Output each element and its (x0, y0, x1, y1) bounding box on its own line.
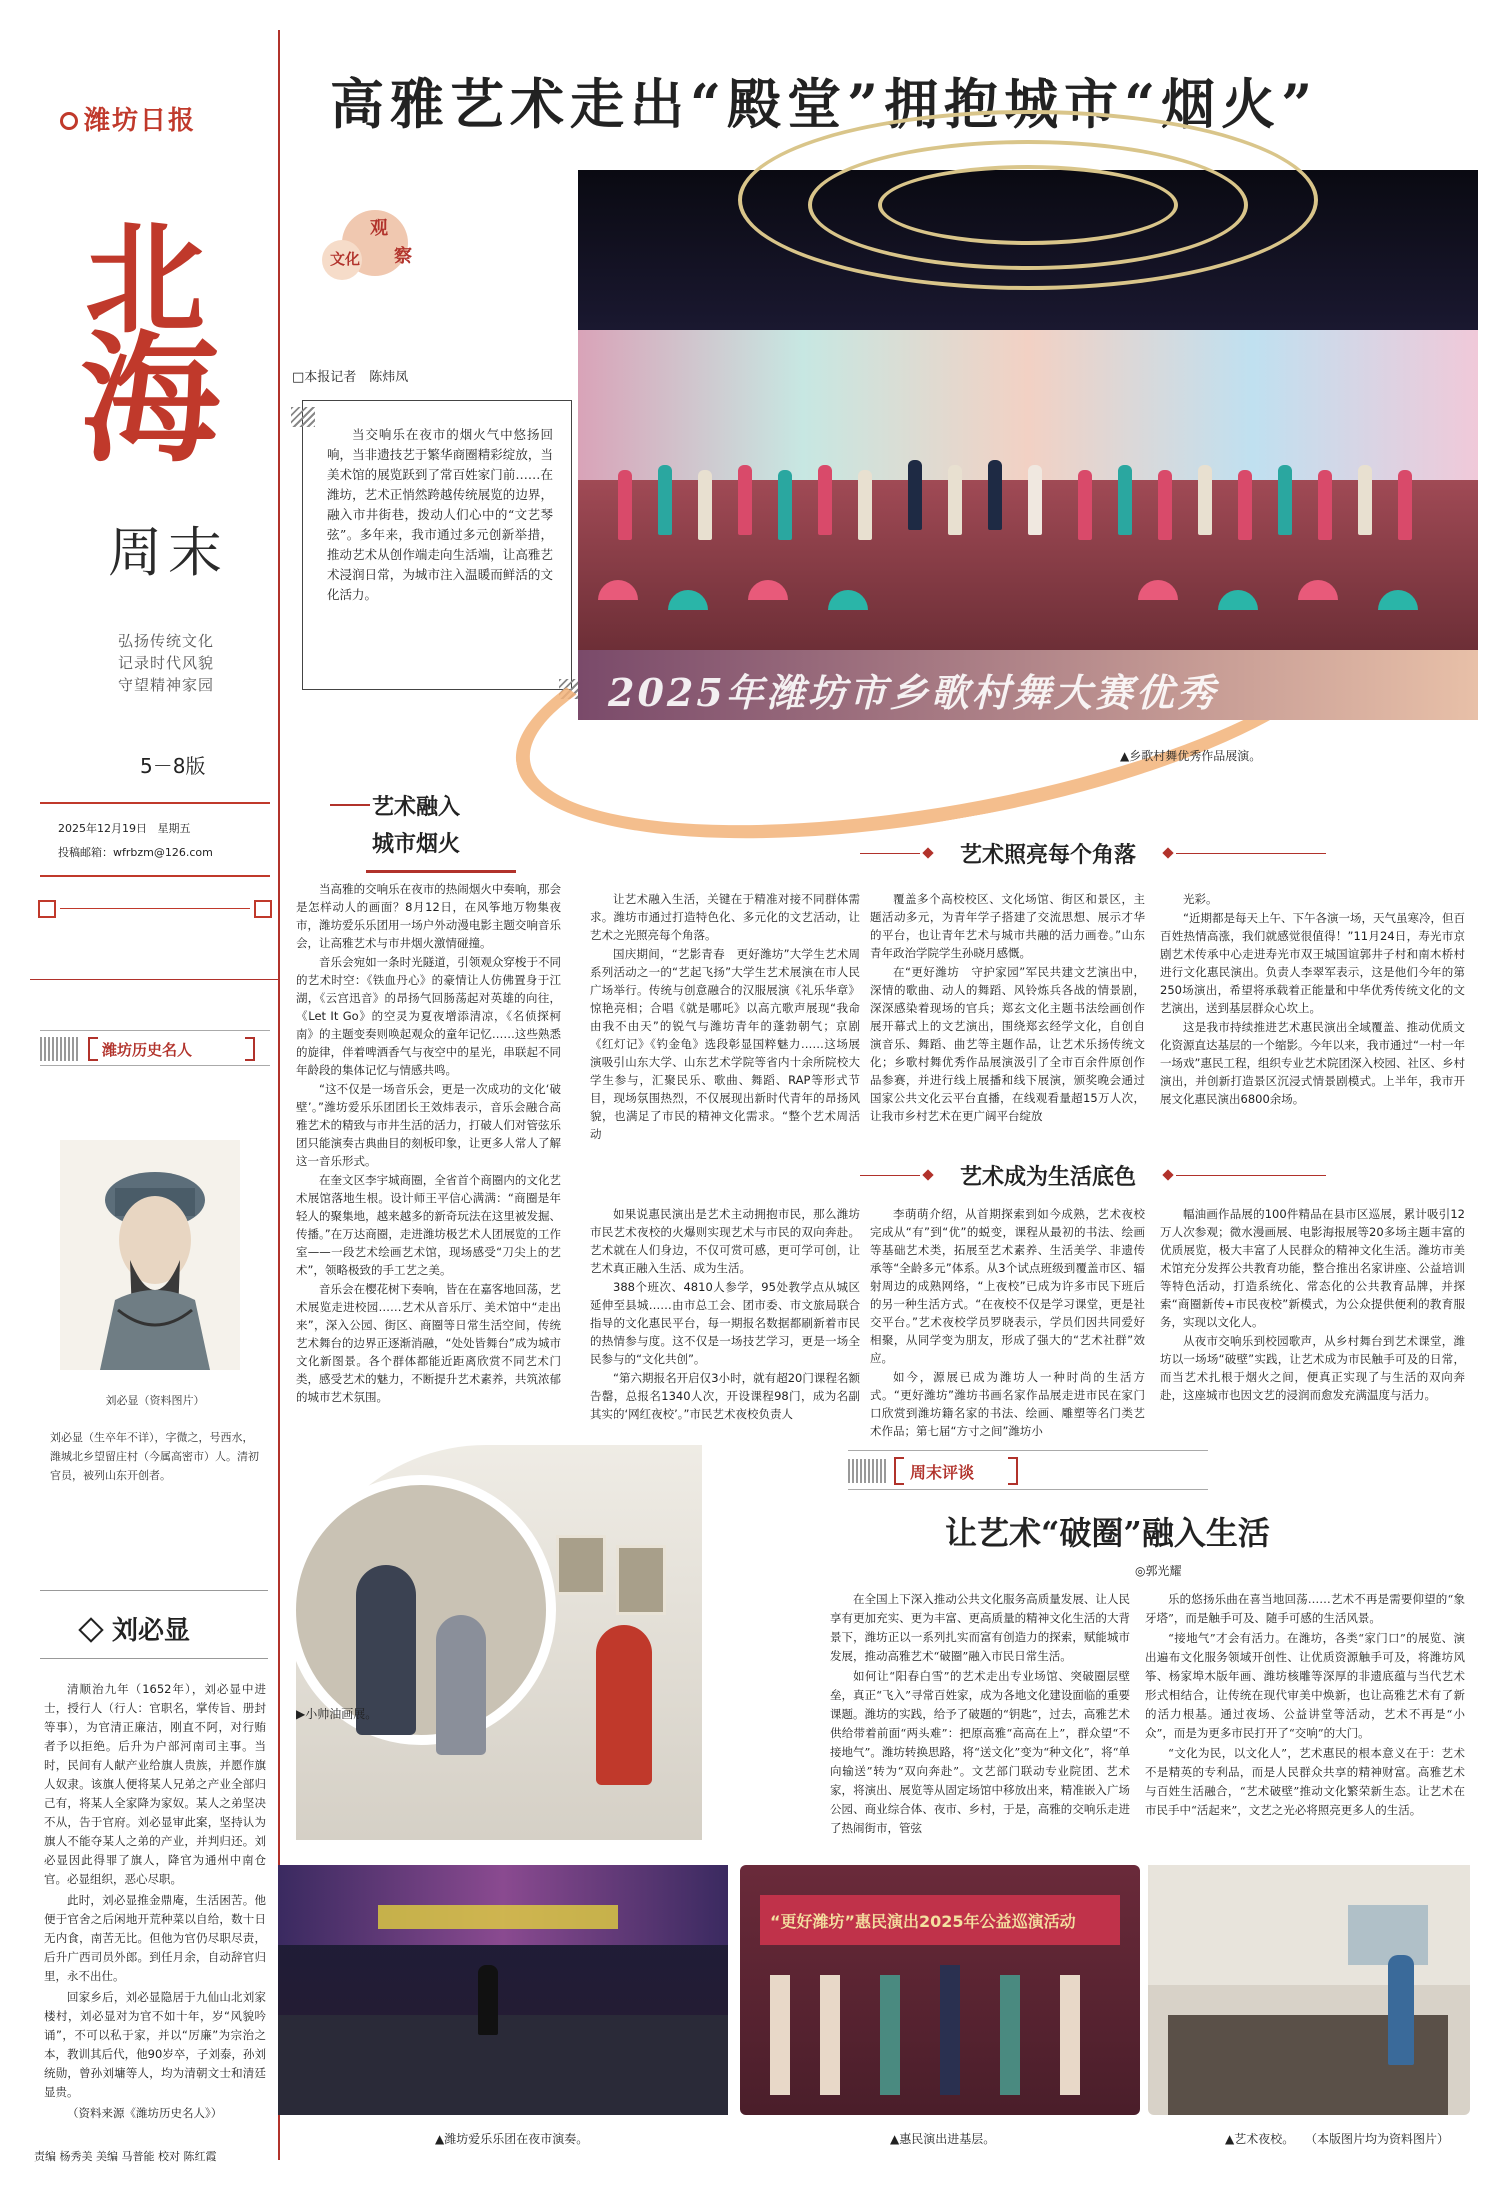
paragraph: 在奎文区李宇城商圈，全省首个商圈内的文化艺术展馆落地生根。设计师王平信心满满：“商圈是年轻人的聚集地，越来越多的新奇玩法在这里被发掘、传播。”在万达商圈，走进潍坊极艺术人团展览的工作室——一段艺术绘画艺术馆，现场感受“刀尖上的艺术”，领略极致的手工艺之美。 (296, 1173, 561, 1277)
exhibition-photo (296, 1445, 702, 1840)
rule (860, 1175, 920, 1176)
rule (860, 853, 920, 854)
bio-body (44, 1680, 266, 2125)
bracket (88, 1037, 98, 1061)
rule (1176, 1175, 1326, 1176)
dateline (58, 820, 191, 836)
subhead-text: 艺术照亮每个角落 (960, 842, 1137, 868)
article-col-2b (590, 1205, 860, 1420)
performer (1318, 470, 1332, 540)
paper-name: 潍坊日报 (84, 106, 197, 136)
subhead-line: 艺术融入 (372, 794, 461, 820)
paragraph: 在全国上下深入推动公共文化服务高质量发展、让人民享有更加充实、更为丰富、更高质量的精神文化生活的大背景下，潍坊正以一系列扎实而富有创造力的探索，赋能城市发展，推动高雅艺术“破圈”融入市民日常生活。 (830, 1592, 1130, 1663)
subhead-corners (860, 838, 1480, 868)
whiteboard (1348, 1905, 1428, 1965)
paragraph: 覆盖多个高校校区、文化场馆、街区和景区，主题活动多元，为青年学子搭建了交流思想、展示才华的平台，也让青年艺术与城市共融的活力画卷。”山东青年政治学院学生孙晓月感慨。 (870, 892, 1145, 960)
slogan: 守望精神家园 (118, 676, 215, 694)
paper-logo (60, 100, 196, 137)
rule (1176, 853, 1326, 854)
visitor (596, 1625, 652, 1785)
night-market-caption: ▲潍坊爱乐乐团在夜市演奏。 (435, 2132, 589, 2146)
portrait-caption: 刘必显（资料图片） (105, 1394, 205, 1407)
performer (948, 465, 962, 535)
email[interactable]: wfrbzm@126.com (113, 846, 213, 859)
performer (880, 1975, 900, 2095)
paragraph: 如何让“阳春白雪”的艺术走出专业场馆、突破圈层壁垒，真正“飞入”寻常百姓家，成为各地文化建设面临的重要课题。潍坊的实践，给予了破题的“钥匙”，过去，高雅艺术供给带着前面“两头难”：把原高雅“高高在上”，群众望“不接地气”。潍坊转换思路，将“送文化”变为“种文化”，将“单向输送”转为“双向奔赴”。文艺部门联动专业院团、艺术家，将演出、展览等从固定场馆中移放出来，精准嵌入广场公园、商业综合体、夜市、乡村，于是，高雅的交响乐走进了热闹街市，管弦 (830, 1669, 1130, 1835)
night-market-photo (278, 1865, 728, 2115)
paragraph: 当高雅的交响乐在夜市的热闹烟火中奏响，那会是怎样动人的画面？8月12日，在风筝地万物集夜市，潍坊爱乐乐团用一场户外动漫电影主题交响音乐会，让高雅艺术与市井烟火激情碰撞。 (296, 882, 561, 950)
performer (738, 465, 752, 535)
left-column (30, 30, 280, 2163)
diamond-icon (1162, 847, 1173, 858)
banner-text: “更好潍坊”惠民演出2025年公益巡演活动 (770, 1912, 1076, 1931)
slogans (118, 630, 214, 696)
market-sign (378, 1905, 618, 1929)
article-col-2a (590, 890, 860, 1220)
review-author: ◎郭光耀 (1135, 1564, 1182, 1578)
lead-text: 当交响乐在夜市的烟火气中悠扬回响，当非遗技艺于繁华商圈精彩绽放，当美术馆的展览跃到了常百姓家门前……在潍坊，艺术正悄然跨越传统展览的边界，融入市井街巷，拨动人们心中的“文艺琴弦”。多年来，我市通过多元创新举措，推动艺术从创作端走向生活端，让高雅艺术浸润日常，为城市注入温暖而鲜活的文化活力。 (327, 427, 553, 602)
community-caption: ▲惠民演出进基层。 (890, 2132, 996, 2146)
performer (1358, 465, 1372, 535)
column-name-hai: 海 (80, 318, 221, 482)
subhead-integrate (330, 790, 480, 858)
logo-icon (60, 112, 78, 130)
performer (1078, 470, 1092, 540)
paragraph: 国庆期间，“艺影青春 更好潍坊”大学生艺术周系列活动之一的“艺起飞扬”大学生艺术展演在市人民广场举行。传统与创意融合的汉服展演《礼乐华章》惊艳亮相；合唱《就是哪吒》以高亢歌声展现“我命由我不由天”的锐气与潍坊青年的蓬勃朝气；京剧《红灯记》《钓金龟》选段彰显国粹魅力……这场展演吸引山东大学、山东艺术学院等省内十余所院校大学生参与，汇聚民乐、歌曲、舞蹈、RAP等形式节目，现场氛围热烈，不仅展现出新时代青年的昂扬风貌，也满足了市民的精神文化需求。“整个艺术周活动 (590, 947, 860, 1141)
subhead-life (860, 1160, 1480, 1190)
paragraph: 音乐会在樱花树下奏响，皆在在嘉客地回荡，艺术展览走进校园……艺术从音乐厅、美术馆中“走出来”，深入公园、街区、商圈等日常生活空间，传统艺术舞台的边界正逐渐消融，“处处皆舞台”成为城市文化新图景。各个群体都能近距离欣赏不同艺术门类，感受艺术的魅力，不断提升艺术素养，共筑浓郁的城市艺术氛围。 (296, 1282, 561, 1404)
article-col-1 (296, 880, 561, 1460)
night-school-caption: ▲艺术夜校。 (1225, 2132, 1295, 2146)
night-school-photo (1148, 1865, 1470, 2115)
diamond-icon (922, 1169, 933, 1180)
ornament (254, 900, 272, 918)
stage-banner (578, 650, 1478, 720)
subhead-line: 城市烟火 (372, 831, 461, 857)
paragraph: 如今，源展已成为潍坊人一种时尚的生活方式。“更好潍坊”潍坊书画名家作品展走进市民在家门口欣赏到潍坊籍名家的书法、绘画、雕塑等名门类艺术作品；第七届“方寸之间”潍坊小 (870, 1370, 1145, 1438)
performer (770, 1975, 790, 2095)
date: 2025年12月19日 (58, 822, 147, 835)
paragraph: “接地气”才会有活力。在潍坊，各类“家门口”的展览、演出遍布文化服务领域开创性、让优质资源触手可及，将潍坊风筝、杨家埠木版年画、潍坊核雕等深厚的非遗底蕴与当代艺术形式相结合，让传统在现代审美中焕新，也让高雅艺术有了新的活力根基。通过夜场、公益讲堂等活动，艺术不再是“小众”，而是为更多市民打开了“交响”的大门。 (1145, 1631, 1465, 1740)
culture-observe-badge (322, 200, 432, 290)
performer (908, 460, 922, 530)
bracket (894, 1457, 904, 1485)
review-col-2 (1145, 1590, 1465, 1855)
divider (40, 875, 270, 877)
paragraph: 388个班次、4810人参学，95处教学点从城区延伸至县城……由市总工会、团市委、市文旅局联合指导的文化惠民平台，每一期报名数据都刷新着市民的热情参与度。这不仅是一场技艺学习，更是一场全民参与的“文化共创”。 (590, 1280, 860, 1366)
quote-mark-icon (291, 407, 315, 427)
performer (1060, 1975, 1080, 2095)
masthead (30, 30, 280, 980)
slogan: 记录时代风貌 (118, 654, 215, 672)
teacher (1388, 1955, 1414, 2065)
performer (1158, 470, 1172, 540)
stage-banner-text: 2025年潍坊市乡歌村舞大赛优秀 (608, 670, 1218, 715)
image-source-note: （本版图片均为资料图片） (1305, 2132, 1450, 2146)
community-performance-photo (740, 1865, 1140, 2115)
diamond-icon (922, 847, 933, 858)
visitor (436, 1615, 486, 1755)
column-name-bei: 北 (85, 209, 199, 350)
paragraph: “近期都是每天上午、下午各演一场，天气虽寒冷，但百百姓热情高涨，我们就感觉很值得！”11月24日，寿光市京剧艺术传承中心走进寿光市双王城国谊郭井子村和南木桥村进行文化惠民演出。负责人李翠军表示，这是他们今年的第250场演出，希望将承载着正能量和中华优秀传统文化的文艺演出，送到基层群众心坎上。 (1160, 911, 1465, 1015)
bio-paragraph: 清顺治九年（1652年），刘必显中进士，授行人（行人：官职名，掌传旨、册封等事），为官清正廉洁，刚直不阿，对行贿者予以拒绝。后升为户部河南司主事。当时，民间有人献产业给旗人贵族，并愿作旗人奴隶。该旗人便将某人兄弟之产业全部归己有，将某人全家降为家奴。某人之弟坚决不从，告于官府。刘必显审此案，坚持认为旗人不能夺某人之弟的产业，并判归还。刘必显因此得罪了旗人，降官为通州中南仓官。必显组织，恶心尽职。 (44, 1682, 266, 1886)
slogan: 弘扬传统文化 (118, 632, 215, 650)
performer (1118, 465, 1132, 535)
paragraph: 这是我市持续推进艺术惠民演出全域覆盖、推动优质文化资源直达基层的一个缩影。今年以来，我市通过“一村一年一场戏”惠民工程，组织专业艺术院团深入校园、社区、乡村演出，并创新打造景区沉浸式情景剧模式。上半年，我市开展文化惠民演出6800余场。 (1160, 1020, 1465, 1106)
portrait-image (60, 1140, 240, 1370)
performer (988, 460, 1002, 530)
paragraph: 如果说惠民演出是艺术主动拥抱市民，那么潍坊市民艺术夜校的火爆则实现艺术与市民的双向奔赴。艺术就在人们身边，不仅可赏可感，更可学可创，让艺术真正融入生活、成为生活。 (590, 1207, 860, 1275)
article-col-4b (1160, 1205, 1465, 1420)
review-tag (848, 1450, 1208, 1490)
photo-caption: ▲乡歌村舞优秀作品展演。 (1120, 749, 1262, 763)
performer (618, 470, 632, 540)
paragraph: “文化为民，以文化人”，艺术惠民的根本意义在于：艺术不是精英的专利品，而是人民群众共享的精神财富。高雅艺术与百姓生活融合，“艺术破壁”推动文化繁荣新生态。让艺术在市民手中“活起来”，文艺之光必将照亮更多人的生活。 (1145, 1746, 1465, 1817)
subhead-bar (330, 804, 370, 806)
stage-screen (578, 330, 1478, 480)
performer (1000, 1975, 1020, 2095)
bio-paragraph: 回家乡后，刘必显隐居于九仙山北刘家楼村，刘必显对为官不如十年，岁“风貌吟诵”，不可以私于家，并以“厉廉”为宗治之本，教训其后代，他90岁卒，子刘泰，孙刘统勋，曾孙刘墉等人，均为清朝文士和清廷显贵。 (44, 1990, 266, 2099)
exhibition-caption: ▶小帅油画展。 (296, 1707, 378, 1721)
email-line (58, 844, 213, 860)
performer (1198, 465, 1212, 535)
subhead-bar (366, 870, 516, 873)
article-col-3b (870, 1205, 1145, 1438)
performer (1028, 465, 1042, 535)
performer (698, 470, 712, 540)
performer (778, 470, 792, 540)
credits: 责编 杨秀美 美编 马普能 校对 陈红霞 (34, 2150, 217, 2163)
paragraph: 音乐会宛如一条时光隧道，引领观众穿梭于不同的艺术时空：《铁血丹心》的豪情让人仿佛置身于江湖，《云宫迅音》的昂扬气回肠荡起对英雄的向往，《Let It Go》的空灵为夏夜增添清凉，《名侦探柯南》的主题变奏则唤起观众的童年记忆……这些熟悉的旋律，伴着啤酒香气与夜空中的星光，串联起不同年龄段的集体记忆与情感共鸣。 (296, 955, 561, 1077)
badge-text: 察 (394, 246, 412, 267)
bracket (245, 1037, 255, 1061)
orchestra (278, 2015, 728, 2115)
painting (556, 1535, 606, 1595)
history-tag-label: 潍坊历史名人 (102, 1041, 193, 1059)
edition: 5－8版 (140, 754, 206, 778)
performer (1278, 465, 1292, 535)
lead-box (302, 400, 572, 690)
badge-text: 观 (370, 218, 388, 239)
paragraph: 从夜市交响乐到校园歌声，从乡村舞台到艺术课堂，潍坊以一场场“破壁”实践，让艺术成为市民触手可及的日常，而当艺术扎根于烟火之间，便真正实现了与生活的双向奔赴，这座城市也因文艺的浸润而愈发充满温度与活力。 (1160, 1334, 1465, 1402)
email-label: 投稿邮箱： (58, 846, 113, 859)
diamond-icon (1162, 1169, 1173, 1180)
performer (820, 1975, 840, 2095)
light-ring (878, 165, 1178, 245)
stripes-icon (848, 1459, 888, 1483)
divider (40, 1590, 268, 1591)
paragraph: 李萌萌介绍，从首期探索到如今成熟，艺术夜校完成从“有”到“优”的蜕变，课程从最初的书法、绘画等基础艺术类，拓展至艺术素养、生活美学、非遗传承等“全龄多元”体系。从3个试点班级到覆盖市区、辐射周边的成熟网络，“上夜校”已成为许多市民下班后的另一种生活方式。“在夜校不仅是学习课堂，更是社交平台。”艺术夜校学员罗晓表示，学员们因共同爱好相聚，从同学变为朋友，形成了强大的“艺术社群”效应。 (870, 1207, 1145, 1365)
paragraph: 光彩。 (1183, 892, 1218, 906)
portrait-note: 刘必显（生卒年不详），字微之，号西水，潍城北乡望留庄村（今属高密市）人。清初官员，被列山东开创者。 (50, 1431, 259, 1482)
page-headline: 高雅艺术走出“殿堂”拥抱城市“烟火” (330, 72, 1319, 136)
paragraph: 乐的悠扬乐曲在喜当地回荡……艺术不再是需要仰望的“象牙塔”，而是触手可及、随手可感的生活风景。 (1145, 1592, 1465, 1625)
divider (60, 908, 250, 909)
weekday: 星期五 (157, 822, 191, 835)
paragraph: 让艺术融入生活，关键在于精准对接不同群体需求。潍坊市通过打造特色化、多元化的文艺活动，让艺术之光照亮每个角落。 (590, 892, 860, 942)
performance-banner (760, 1895, 1120, 1945)
review-title: 让艺术“破圈”融入生活 (945, 1514, 1270, 1552)
history-tag (40, 1030, 270, 1066)
painting (616, 1545, 666, 1615)
divider (40, 802, 270, 804)
bracket (1008, 1457, 1018, 1485)
conductor (478, 1965, 498, 2035)
divider (40, 1658, 268, 1659)
subhead-text: 艺术成为生活底色 (960, 1164, 1137, 1190)
review-col-1 (830, 1590, 1130, 1855)
stage-photo (578, 170, 1478, 720)
performer (858, 470, 872, 540)
paragraph: 在“更好潍坊 守护家园”军民共建文艺演出中，深情的歌曲、动人的舞蹈、风铃炼兵各战的情景剧，深深感染着现场的官兵；郑玄文化主题书法绘画创作展开幕式上的文艺演出，围绕郑玄经学文化，自创自演音乐、舞蹈、曲艺等主题作品，让艺术乐扬传统文化；乡歌村舞优秀作品展演汲引了全市百余件原创作品参赛，并进行线上展播和线下展演，颁奖晚会通过国家公共文化云平台直播，在线观看量超15万人次，让我市乡村艺术在更广阔平台绽放 (870, 965, 1145, 1123)
performer (658, 465, 672, 535)
stripes-icon (40, 1037, 80, 1061)
byline: □本报记者 陈炜凤 (292, 370, 409, 385)
paragraph: “这不仅是一场音乐会，更是一次成功的文化‘破壁’。”潍坊爱乐乐团团长王效炜表示，音乐会融合高雅艺术的精致与市井生活的活力，打破人们对管弦乐团只能演奏古典曲目的刻板印象，让更多人常人了解这一音乐形式。 (296, 1082, 561, 1168)
performer (818, 465, 832, 535)
performer (1398, 470, 1412, 540)
performer (1238, 470, 1252, 540)
bio-name: 刘必显 (112, 1616, 191, 1646)
review-tag-label: 周末评谈 (910, 1463, 975, 1482)
bio-paragraph: 此时，刘必显推金鼎庵，生活困苦。他便于官舍之后闲地开荒种菜以自给，数十日无内食，南苦无比。但他为官仍尽职尽责，后升广西司员外郎。到任月余，自动辞官归里，永不出仕。 (44, 1893, 266, 1983)
bio-source: （资料来源《潍坊历史名人》） (67, 2106, 223, 2120)
bio-title (82, 1610, 190, 1647)
ornament (38, 900, 56, 918)
performer (940, 1965, 960, 2095)
badge-text: 文化 (330, 250, 361, 268)
paragraph: “第六期报名开启仅3小时，就有超20门课程名额告罄，总报名1340人次，开设课程98门，成为名副其实的‘网红夜校’。”市民艺术夜校负责人 (590, 1371, 860, 1421)
paragraph: 幅油画作品展的100件精品在县市区巡展，累计吸引12万人次参观；微水漫画展、电影海报展等20多场主题丰富的优质展览，极大丰富了人民群众的精神文化生活。潍坊市美术馆充分发挥公共教育功能，整合推出名家讲座、公益培训等特色活动，打造系统化、常态化的公共教育品牌，并探索“商圈新传+市民夜校”新模式，为公众提供便利的教育服务，实现以文化人。 (1160, 1207, 1465, 1329)
diamond-icon (78, 1617, 103, 1642)
weekend-title: 周末 (108, 521, 228, 584)
